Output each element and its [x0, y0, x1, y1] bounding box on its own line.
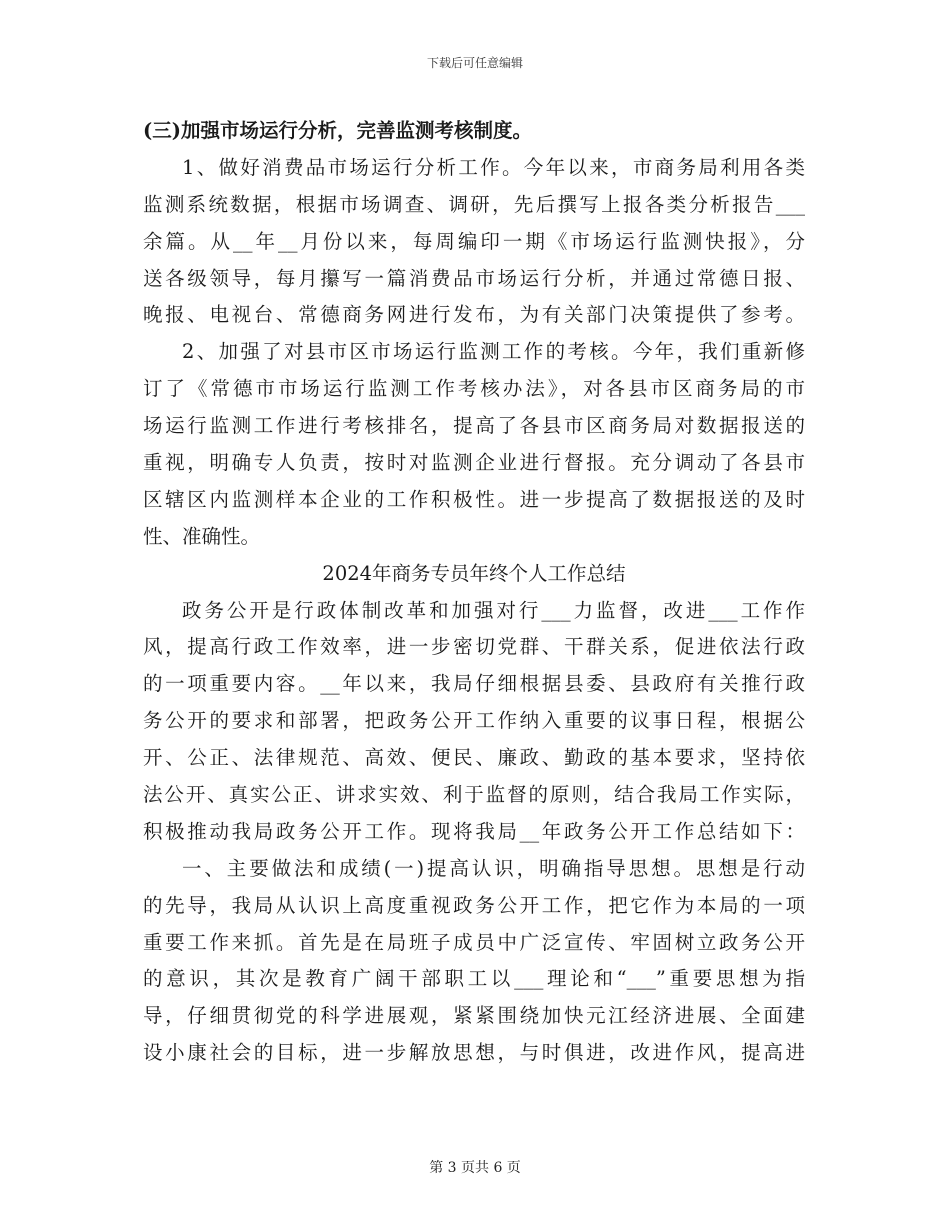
paragraph-line: 的一项重要内容。__年以来，我局仔细根据县委、县政府有关推行政 [143, 672, 805, 696]
paragraph-line: 政务公开是行政体制改革和加强对行___力监督，改进___工作作 [182, 598, 805, 622]
paragraph-line: 场运行监测工作进行考核排名，提高了各县市区商务局对数据报送的 [143, 414, 805, 438]
page-header: 下载后可任意编辑 [426, 56, 523, 70]
document-body [143, 113, 805, 1072]
paragraph-line: 监测系统数据，根据市场调查、调研，先后撰写上报各类分析报告___ [143, 192, 805, 216]
document-title: 2024年商务专员年终个人工作总结 [322, 561, 626, 585]
paragraph-line: 设小康社会的目标，进一步解放思想，与时俱进，改进作风，提高进 [143, 1041, 805, 1065]
paragraph-line: 1、做好消费品市场运行分析工作。今年以来，市商务局利用各类 [182, 155, 805, 179]
section-heading: (三)加强市场运行分析，完善监测考核制度。 [143, 119, 532, 142]
paragraph-line: 重要工作来抓。首先是在局班子成员中广泛宣传、牢固树立政务公开 [143, 930, 805, 954]
paragraph-line: 务公开的要求和部署，把政务公开工作纳入重要的议事日程，根据公 [143, 709, 805, 733]
paragraph-line: 导，仔细贯彻党的科学进展观，紧紧围绕加快元江经济进展、全面建 [143, 1004, 805, 1028]
page-footer: 第 3 页共 6 页 [429, 1160, 521, 1176]
paragraph-line: 区辖区内监测样本企业的工作积极性。进一步提高了数据报送的及时 [143, 487, 805, 511]
paragraph-line: 订了《常德市市场运行监测工作考核办法》，对各县市区商务局的市 [143, 377, 805, 401]
paragraph-line: 重视，明确专人负责，按时对监测企业进行督报。充分调动了各县市 [143, 451, 805, 475]
paragraph-line: 积极推动我局政务公开工作。现将我局__年政务公开工作总结如下： [143, 819, 805, 843]
paragraph-line: 风，提高行政工作效率，进一步密切党群、干群关系，促进依法行政 [143, 635, 805, 659]
paragraph-line: 送各级领导，每月攥写一篇消费品市场运行分析，并通过常德日报、 [143, 266, 805, 290]
paragraph-line: 余篇。从__年__月份以来，每周编印一期《市场运行监测快报》，分 [143, 229, 805, 253]
paragraph-line: 开、公正、法律规范、高效、便民、廉政、勤政的基本要求，坚持依 [143, 746, 805, 770]
paragraph-line: 的意识，其次是教育广阔干部职工以___理论和“___”重要思想为指 [143, 967, 805, 991]
paragraph-line: 晚报、电视台、常德商务网进行发布，为有关部门决策提供了参考。 [143, 303, 805, 327]
paragraph-line: 法公开、真实公正、讲求实效、利于监督的原则，结合我局工作实际， [143, 783, 805, 807]
paragraph-line: 的先导，我局从认识上高度重视政务公开工作，把它作为本局的一项 [143, 893, 805, 917]
paragraph-line: 一、主要做法和成绩(一)提高认识，明确指导思想。思想是行动 [182, 856, 805, 880]
paragraph-line: 性、准确性。 [143, 524, 261, 548]
paragraph-line: 2、加强了对县市区市场运行监测工作的考核。今年，我们重新修 [182, 340, 805, 364]
